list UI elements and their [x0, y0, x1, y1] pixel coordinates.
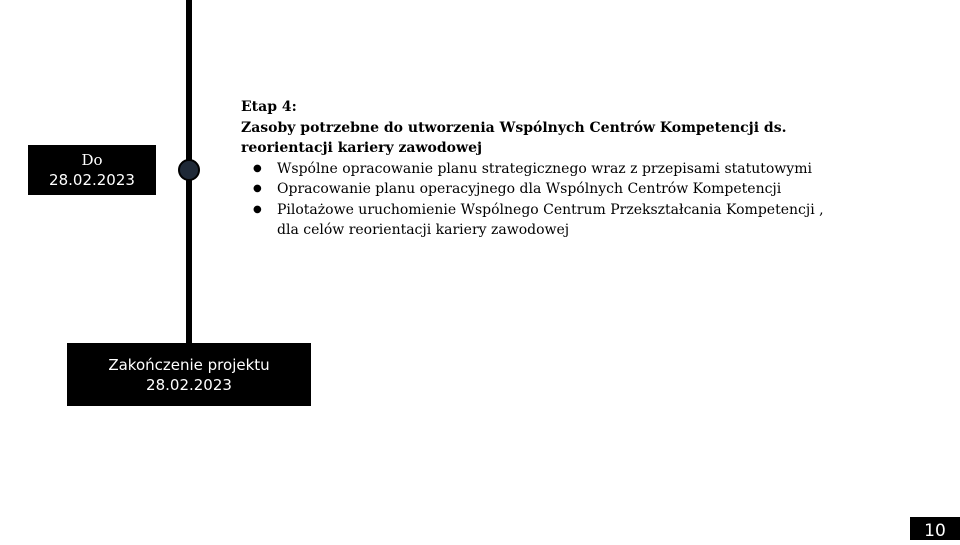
page-number: 10 — [910, 517, 960, 540]
bullet-icon: ● — [253, 203, 262, 215]
stage-title: Etap 4: — [241, 99, 297, 115]
list-item — [241, 179, 841, 200]
milestone-prefix: Do — [81, 151, 103, 169]
stage-description — [241, 97, 841, 241]
list-item-text: Wspólne opracowanie planu strategicznego wraz z przepisami statutowymi — [277, 160, 812, 177]
milestone-box — [28, 145, 156, 195]
stage-heading: Zasoby potrzebne do utworzenia Wspólnych Centrów Kompetencji ds. reorientacji kariery zawodowej — [241, 119, 787, 156]
bullet-icon: ● — [253, 162, 262, 174]
stage-items — [241, 159, 841, 241]
end-date: 28.02.2023 — [146, 375, 232, 394]
end-label: Zakończenie projektu — [108, 355, 270, 374]
bullet-icon: ● — [253, 183, 262, 194]
end-box — [67, 343, 311, 406]
list-item — [241, 200, 841, 241]
timeline-node — [178, 159, 200, 181]
list-item-text: Opracowanie planu operacyjnego dla Wspólnych Centrów Kompetencji — [277, 181, 782, 197]
milestone-date: 28.02.2023 — [49, 171, 135, 189]
list-item — [241, 159, 841, 180]
list-item-text: Pilotażowe uruchomienie Wspólnego Centrum Przekształcania Kompetencji , dla celów reorientacji kariery zawodowej — [277, 201, 824, 238]
